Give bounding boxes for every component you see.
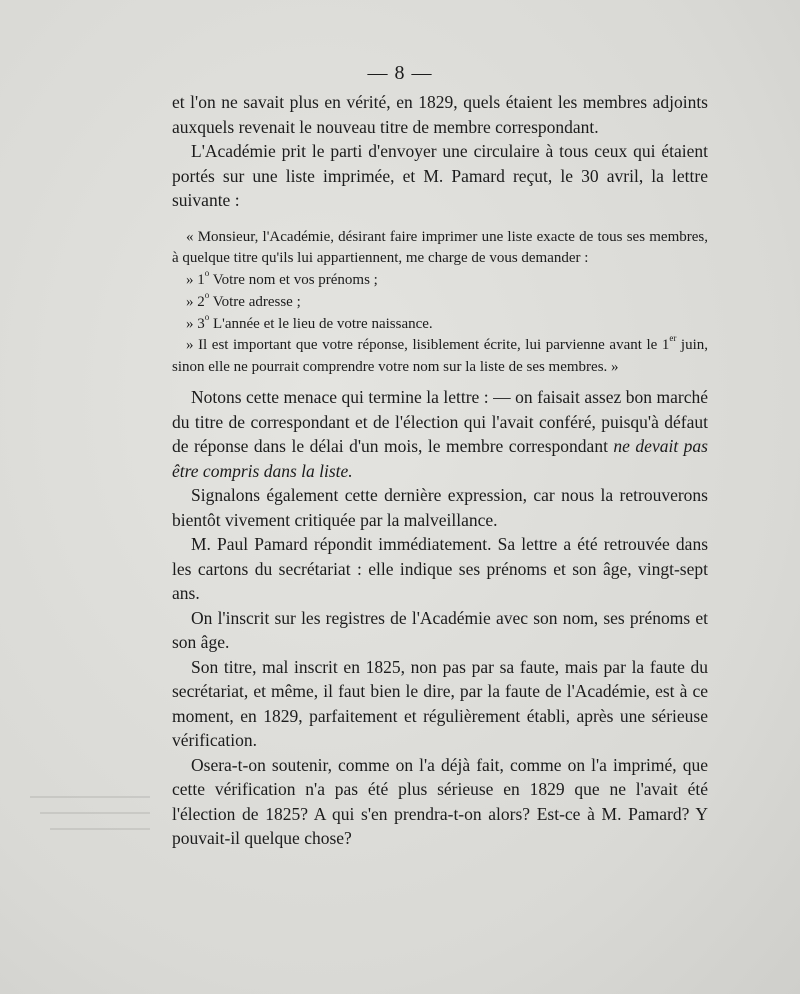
paragraph-titre: Son titre, mal inscrit en 1825, non pas par sa faute, mais par la faute du secrétariat, et même, il faut bien le dire, par la faute de l'Académie, est à ce moment, en 1829, parfaitement et régulièrement établi, après une sérieuse vérification.	[172, 656, 708, 751]
letter-closing-part1: » Il est important que votre réponse, lisiblement écrite, lui parvienne avant le 1	[186, 337, 670, 354]
paragraph-notons-text: Notons cette menace qui termine la lettre : — on faisait assez bon marché du titre de correspondant et de l'élection qui l'avait conféré, puisqu'à défaut de réponse dans le délai d'un mois, le membre correspondant	[172, 387, 708, 457]
letter-item-3-text: L'année et le lieu de votre naissance.	[209, 315, 433, 332]
letter-item-1-prefix: » 1	[186, 272, 205, 289]
paragraph-notons-italic: ne devait pas être compris dans la liste.	[172, 436, 708, 481]
paragraph-osera: Osera-t-on soutenir, comme on l'a déjà fait, comme on l'a imprimé, que cette vérification n'a pas été plus sérieuse en 1829 que ne l'avait été l'élection de 1825? A qui s'en prendra-t-on alors? Est-ce à M. Pamard? Y pouvait-il quelque chose?	[172, 754, 708, 849]
paragraph-notons	[172, 385, 708, 483]
paragraph-paul-pamard: M. Paul Pamard répondit immédiatement. Sa lettre a été retrouvée dans les cartons du secrétariat : elle indique ses prénoms et son âge, vingt-sept ans.	[172, 534, 708, 604]
letter-closing	[172, 335, 708, 379]
letter-item-2-sup: o	[204, 289, 210, 300]
letter-item-1	[172, 270, 708, 292]
page-number: — 8 —	[367, 62, 433, 84]
bleed-through-shadow	[20, 790, 160, 840]
letter-closing-sup: er	[669, 333, 677, 344]
paragraph-inscrit: On l'inscrit sur les registres de l'Académie avec son nom, ses prénoms et son âge.	[172, 607, 708, 653]
letter-item-2-text: Votre adresse ;	[209, 293, 301, 310]
letter-item-2	[172, 289, 708, 314]
letter-item-2-prefix: » 2	[186, 293, 205, 310]
letter-opening: « Monsieur, l'Académie, désirant faire imprimer une liste exacte de tous ses membres, à quelque titre qu'ils lui appartiennent, me charge de vous demander :	[172, 228, 708, 267]
letter-item-1-sup: o	[204, 268, 210, 279]
spacer	[172, 213, 708, 227]
letter-item-1-text: Votre nom et vos prénoms ;	[209, 272, 378, 289]
paragraph-continuation: et l'on ne savait plus en vérité, en 1829, quels étaient les membres adjoints auxquels revenait le nouveau titre de membre correspondant.	[172, 92, 708, 137]
text-body	[172, 90, 708, 851]
letter-closing-part2: juin, sinon elle ne pourrait comprendre votre nom sur la liste de ses membres. »	[172, 337, 708, 376]
letter-item-3-prefix: » 3	[186, 315, 205, 332]
quoted-letter	[172, 227, 708, 380]
letter-item-3-sup: o	[204, 311, 210, 322]
paragraph-signalons: Signalons également cette dernière expression, car nous la retrouverons bientôt vivement critiquée par la malveillance.	[172, 485, 708, 530]
paragraph-circulaire: L'Académie prit le parti d'envoyer une circulaire à tous ceux qui étaient portés sur une liste imprimée, et M. Pamard reçut, le 30 avril, la lettre suivante :	[172, 141, 708, 210]
letter-item-3	[172, 311, 708, 336]
